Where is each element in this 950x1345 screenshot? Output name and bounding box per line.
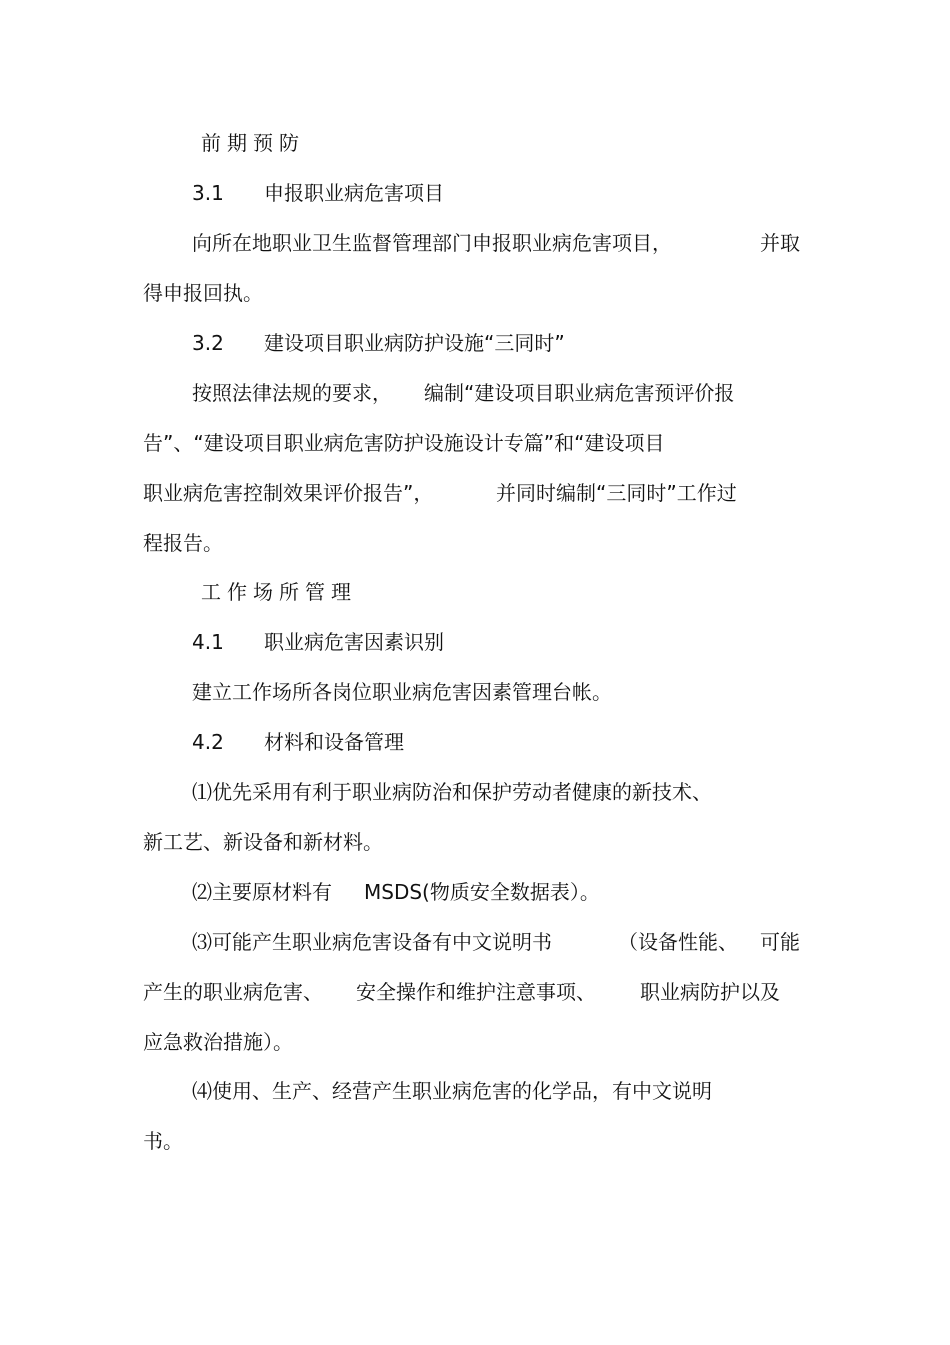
section-heading: 前期预防 xyxy=(201,131,305,155)
paragraph-line: 程报告。 xyxy=(143,531,223,555)
paragraph-line: 告”、“建设项目职业病危害防护设施设计专篇”和“建设项目 xyxy=(143,431,665,455)
list-item-line: ⑴优先采用有利于职业病防治和保护劳动者健康的新技术、 xyxy=(192,780,712,804)
paragraph-line: 职业病危害控制效果评价报告”， xyxy=(143,481,434,505)
list-item-line: 职业病防护以及 xyxy=(640,980,780,1004)
list-item-line: 产生的职业病危害、 xyxy=(143,980,323,1004)
subsection-number: 3.2 xyxy=(192,331,224,355)
list-item-line: （设备性能、 xyxy=(618,930,738,954)
paragraph-line: 按照法律法规的要求， xyxy=(192,381,392,405)
paragraph-line: 向所在地职业卫生监督管理部门申报职业病危害项目， xyxy=(192,231,672,255)
paragraph-line: 建立工作场所各岗位职业病危害因素管理台帐。 xyxy=(192,680,612,704)
list-item-line: ⑷使用、生产、经营产生职业病危害的化学品，有中文说明 xyxy=(192,1079,712,1103)
subsection-number: 4.2 xyxy=(192,730,224,754)
list-item-line: ⑵主要原材料有 xyxy=(192,880,332,904)
subsection-title: 建设项目职业病防护设施“三同时” xyxy=(264,331,565,355)
subsection-heading xyxy=(192,330,565,356)
paragraph-line: 编制“建设项目职业病危害预评价报 xyxy=(424,381,735,405)
subsection-title: 职业病危害因素识别 xyxy=(264,630,444,654)
list-item-line: MSDS(物质安全数据表）。 xyxy=(364,880,600,904)
section-heading: 工作场所管理 xyxy=(201,580,357,604)
paragraph-line: 并取 xyxy=(760,231,800,255)
list-item-line: 应急救治措施）。 xyxy=(143,1030,293,1054)
list-item-line: 可能 xyxy=(760,930,800,954)
subsection-number: 4.1 xyxy=(192,630,224,654)
list-item-line: 新工艺、新设备和新材料。 xyxy=(143,830,383,854)
paragraph-line: 并同时编制“三同时”工作过 xyxy=(496,481,737,505)
subsection-title: 材料和设备管理 xyxy=(264,730,404,754)
list-item-line: 安全操作和维护注意事项、 xyxy=(356,980,596,1004)
subsection-heading xyxy=(192,729,404,755)
paragraph-line: 得申报回执。 xyxy=(143,281,263,305)
list-item-line: 书。 xyxy=(143,1129,183,1153)
subsection-heading xyxy=(192,180,444,206)
subsection-heading xyxy=(192,629,444,655)
subsection-title: 申报职业病危害项目 xyxy=(264,181,444,205)
list-item-line: ⑶可能产生职业病危害设备有中文说明书 xyxy=(192,930,552,954)
subsection-number: 3.1 xyxy=(192,181,224,205)
